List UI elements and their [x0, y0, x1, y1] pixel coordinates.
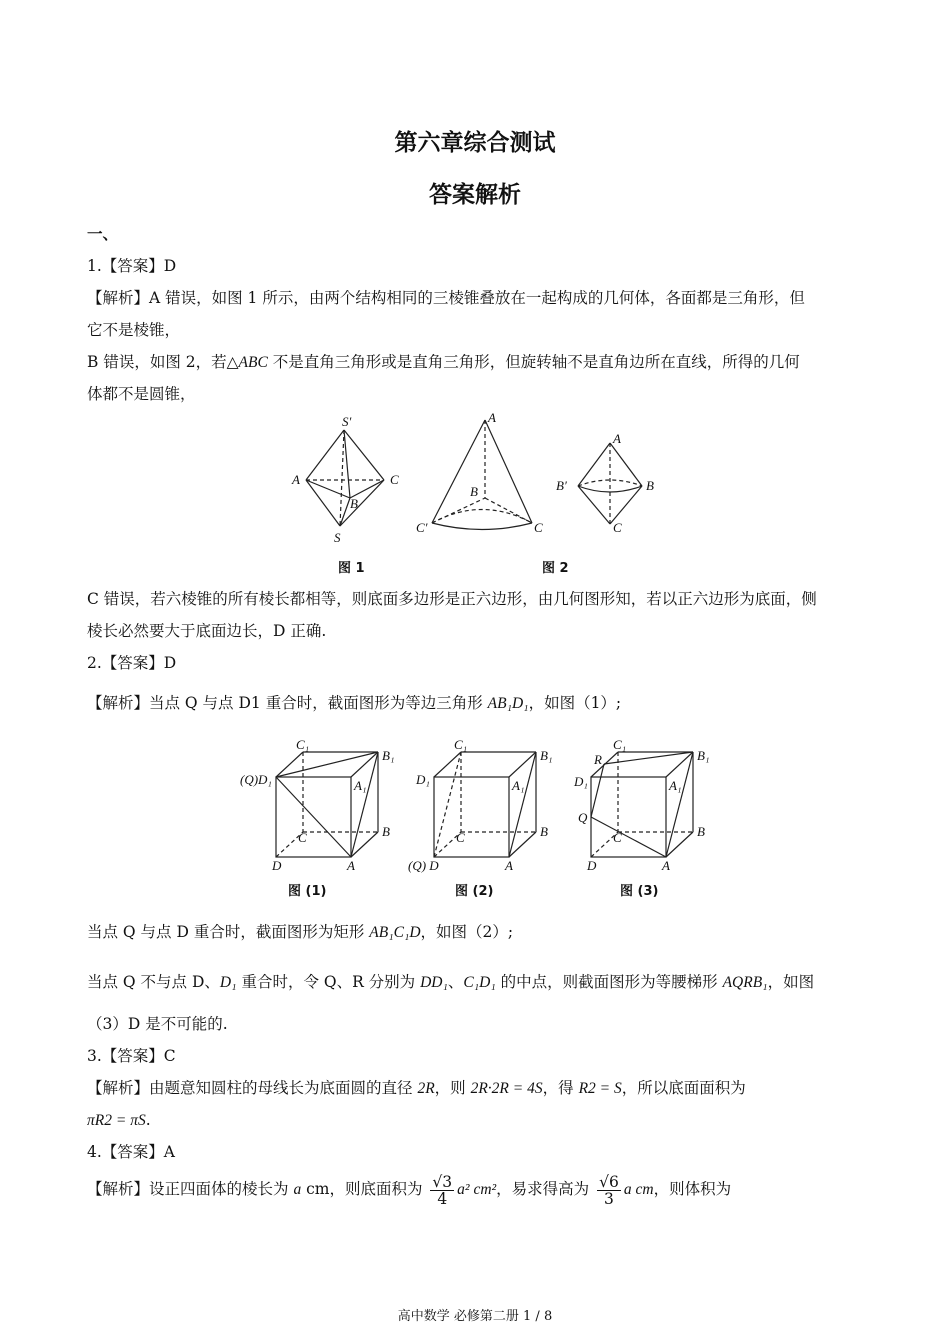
q3-para-2: [87, 1110, 865, 1131]
q2-para-2a: 当点 Q 与点 D 重合时，截面图形为矩形: [87, 923, 370, 941]
label-dc-b-prime: B′: [556, 478, 567, 493]
math-2r2r: 2R·2R = 4S: [470, 1080, 543, 1097]
label-s: S: [334, 530, 341, 545]
figure-1-2: [280, 408, 680, 553]
label-c: C: [390, 472, 399, 487]
q1-para-2: 它不是棱锥，: [87, 321, 181, 339]
c3-label-r: R: [594, 752, 602, 767]
c2-label-a1: A₁: [512, 778, 525, 793]
math-a: a: [293, 1181, 302, 1198]
c3-label-c: C: [613, 830, 622, 845]
math-c1d1: C₁D₁: [463, 974, 496, 991]
c2-label-b1: B₁: [540, 748, 553, 763]
c3-label-q: Q: [578, 810, 588, 825]
math-a-cm: a cm: [623, 1181, 654, 1198]
c3-label-d1: D₁: [574, 774, 588, 789]
math-pi-r2: πR2 = πS: [87, 1112, 146, 1129]
c2-label-a: A: [505, 858, 513, 873]
label-s-prime: S′: [342, 414, 352, 429]
q3-para-1b: ，则: [434, 1079, 471, 1097]
math-2r: 2R: [417, 1080, 435, 1097]
q2-para-1: [87, 693, 865, 714]
label-dc-b: B: [646, 478, 654, 493]
q1-para-3a: B 错误，如图 2，若△: [87, 353, 239, 371]
figure-2-caption: 图 2: [542, 561, 569, 576]
q1-para-3b: 不是直角三角形或是直角三角形，但旋转轴不是直角边所在直线，所得的几何: [267, 353, 800, 371]
math-dd1: DD₁: [420, 974, 448, 991]
q2-para-3b: 重合时，令 Q、R 分别为: [236, 973, 421, 991]
c1-label-c1: C₁: [296, 737, 310, 752]
c1-label-a: A: [347, 858, 355, 873]
label-b: B: [350, 496, 358, 511]
c2-label-d1: D₁: [416, 772, 430, 787]
fraction-1-numerator: √3: [432, 1172, 453, 1191]
label-cone-c-prime: C′: [416, 520, 428, 535]
c1-label-b1: B₁: [382, 748, 395, 763]
q4-answer: 4.【答案】A: [87, 1143, 175, 1161]
c3-label-a1: A₁: [669, 778, 682, 793]
q4-para-1b: cm，则底面积为: [301, 1180, 428, 1198]
q1-para-1: 【解析】A 错误，如图 1 所示，由两个结构相同的三棱锥叠放在一起构成的几何体，各面都是三角形，但: [87, 289, 805, 307]
math-abc: ABC: [238, 354, 268, 371]
fraction-sqrt3-over-4: [430, 1174, 454, 1207]
c3-label-b1: B₁: [697, 748, 710, 763]
math-a2-cm2: a² cm²: [457, 1181, 497, 1198]
fraction-1-denominator: 4: [437, 1189, 448, 1208]
q3-para-2b: .: [145, 1111, 151, 1129]
q1-para-6: 棱长必然要大于底面边长，D 正确.: [87, 622, 327, 640]
c3-label-a: A: [662, 858, 670, 873]
q2-para-3d: 的中点，则截面图形为等腰梯形: [495, 973, 723, 991]
math-r2s: R2 = S: [578, 1080, 622, 1097]
q2-para-3a: 当点 Q 不与点 D、: [87, 973, 220, 991]
label-cone-a: A: [488, 410, 496, 425]
q3-para-1: [87, 1078, 865, 1099]
q2-para-3c: 、: [447, 973, 464, 991]
c1-label-c: C: [298, 830, 307, 845]
c2-label-qd: (Q) D: [408, 858, 439, 873]
q2-para-2: [87, 922, 865, 943]
label-dc-c: C: [613, 520, 622, 535]
q2-para-1a: 【解析】当点 Q 与点 D1 重合时，截面图形为等边三角形: [87, 694, 488, 712]
q4-para-1a: 【解析】设正四面体的棱长为: [87, 1180, 294, 1198]
figure-1-caption: 图 1: [338, 561, 365, 576]
c3-label-d: D: [587, 858, 597, 873]
math-aqrb1: AQRB₁: [722, 974, 768, 991]
page-title: 第六章综合测试: [394, 130, 556, 156]
q2-para-1b: ，如图（1）;: [528, 694, 622, 712]
q1-answer: 1.【答案】D: [87, 257, 177, 275]
cube-1-caption: 图 (1): [288, 884, 327, 899]
fraction-2-numerator: √6: [599, 1172, 619, 1191]
label-a: A: [292, 472, 300, 487]
q3-para-1a: 【解析】由题意知圆柱的母线长为底面圆的直径: [87, 1079, 418, 1097]
label-dc-a: A: [613, 431, 621, 446]
c1-label-qd1: (Q)D₁: [240, 772, 272, 787]
math-ab1d1: AB₁D₁: [487, 695, 529, 712]
page-footer: 高中数学 必修第二册 1 / 8: [397, 1309, 553, 1324]
c1-label-b: B: [382, 824, 390, 839]
q3-para-1c: ，得: [542, 1079, 579, 1097]
q1-para-4: 体都不是圆锥，: [87, 385, 196, 403]
q1-para-3: [87, 352, 865, 373]
label-cone-c: C: [534, 520, 543, 535]
q4-para-1d: ，则体积为: [653, 1180, 732, 1198]
math-d1: D₁: [219, 974, 237, 991]
q1-para-5: C 错误，若六棱锥的所有棱长都相等，则底面多边形是正六边形，由几何图形知，若以正六边形为底面，侧: [87, 590, 817, 608]
q2-para-3e: ，如图: [767, 973, 815, 991]
section-label: 一、: [87, 224, 119, 243]
figure-cubes: [236, 732, 736, 877]
cube-2-caption: 图 (2): [455, 884, 494, 899]
page-subtitle: 答案解析: [429, 182, 521, 208]
math-ab1c1d: AB₁C₁D: [369, 924, 421, 941]
cube-3-caption: 图 (3): [620, 884, 659, 899]
c2-label-c: C: [456, 830, 465, 845]
c1-label-a1: A₁: [354, 778, 367, 793]
c2-label-b: B: [540, 824, 548, 839]
q3-answer: 3.【答案】C: [87, 1047, 176, 1065]
q2-para-2b: ，如图（2）;: [420, 923, 514, 941]
q4-para-1c: ，易求得高为: [496, 1180, 595, 1198]
c3-label-b: B: [697, 824, 705, 839]
label-cone-b: B: [470, 484, 478, 499]
fraction-2-denominator: 3: [604, 1189, 614, 1208]
q4-para-1: [87, 1172, 865, 1207]
c2-label-c1: C₁: [454, 737, 468, 752]
q3-para-1d: ，所以底面面积为: [621, 1079, 746, 1097]
q2-para-3: [87, 972, 865, 993]
q2-answer: 2.【答案】D: [87, 654, 177, 672]
fraction-sqrt6-over-3: [597, 1174, 621, 1207]
c3-label-c1: C₁: [613, 737, 627, 752]
c1-label-d: D: [272, 858, 282, 873]
q2-para-4: （3）D 是不可能的.: [87, 1015, 228, 1033]
